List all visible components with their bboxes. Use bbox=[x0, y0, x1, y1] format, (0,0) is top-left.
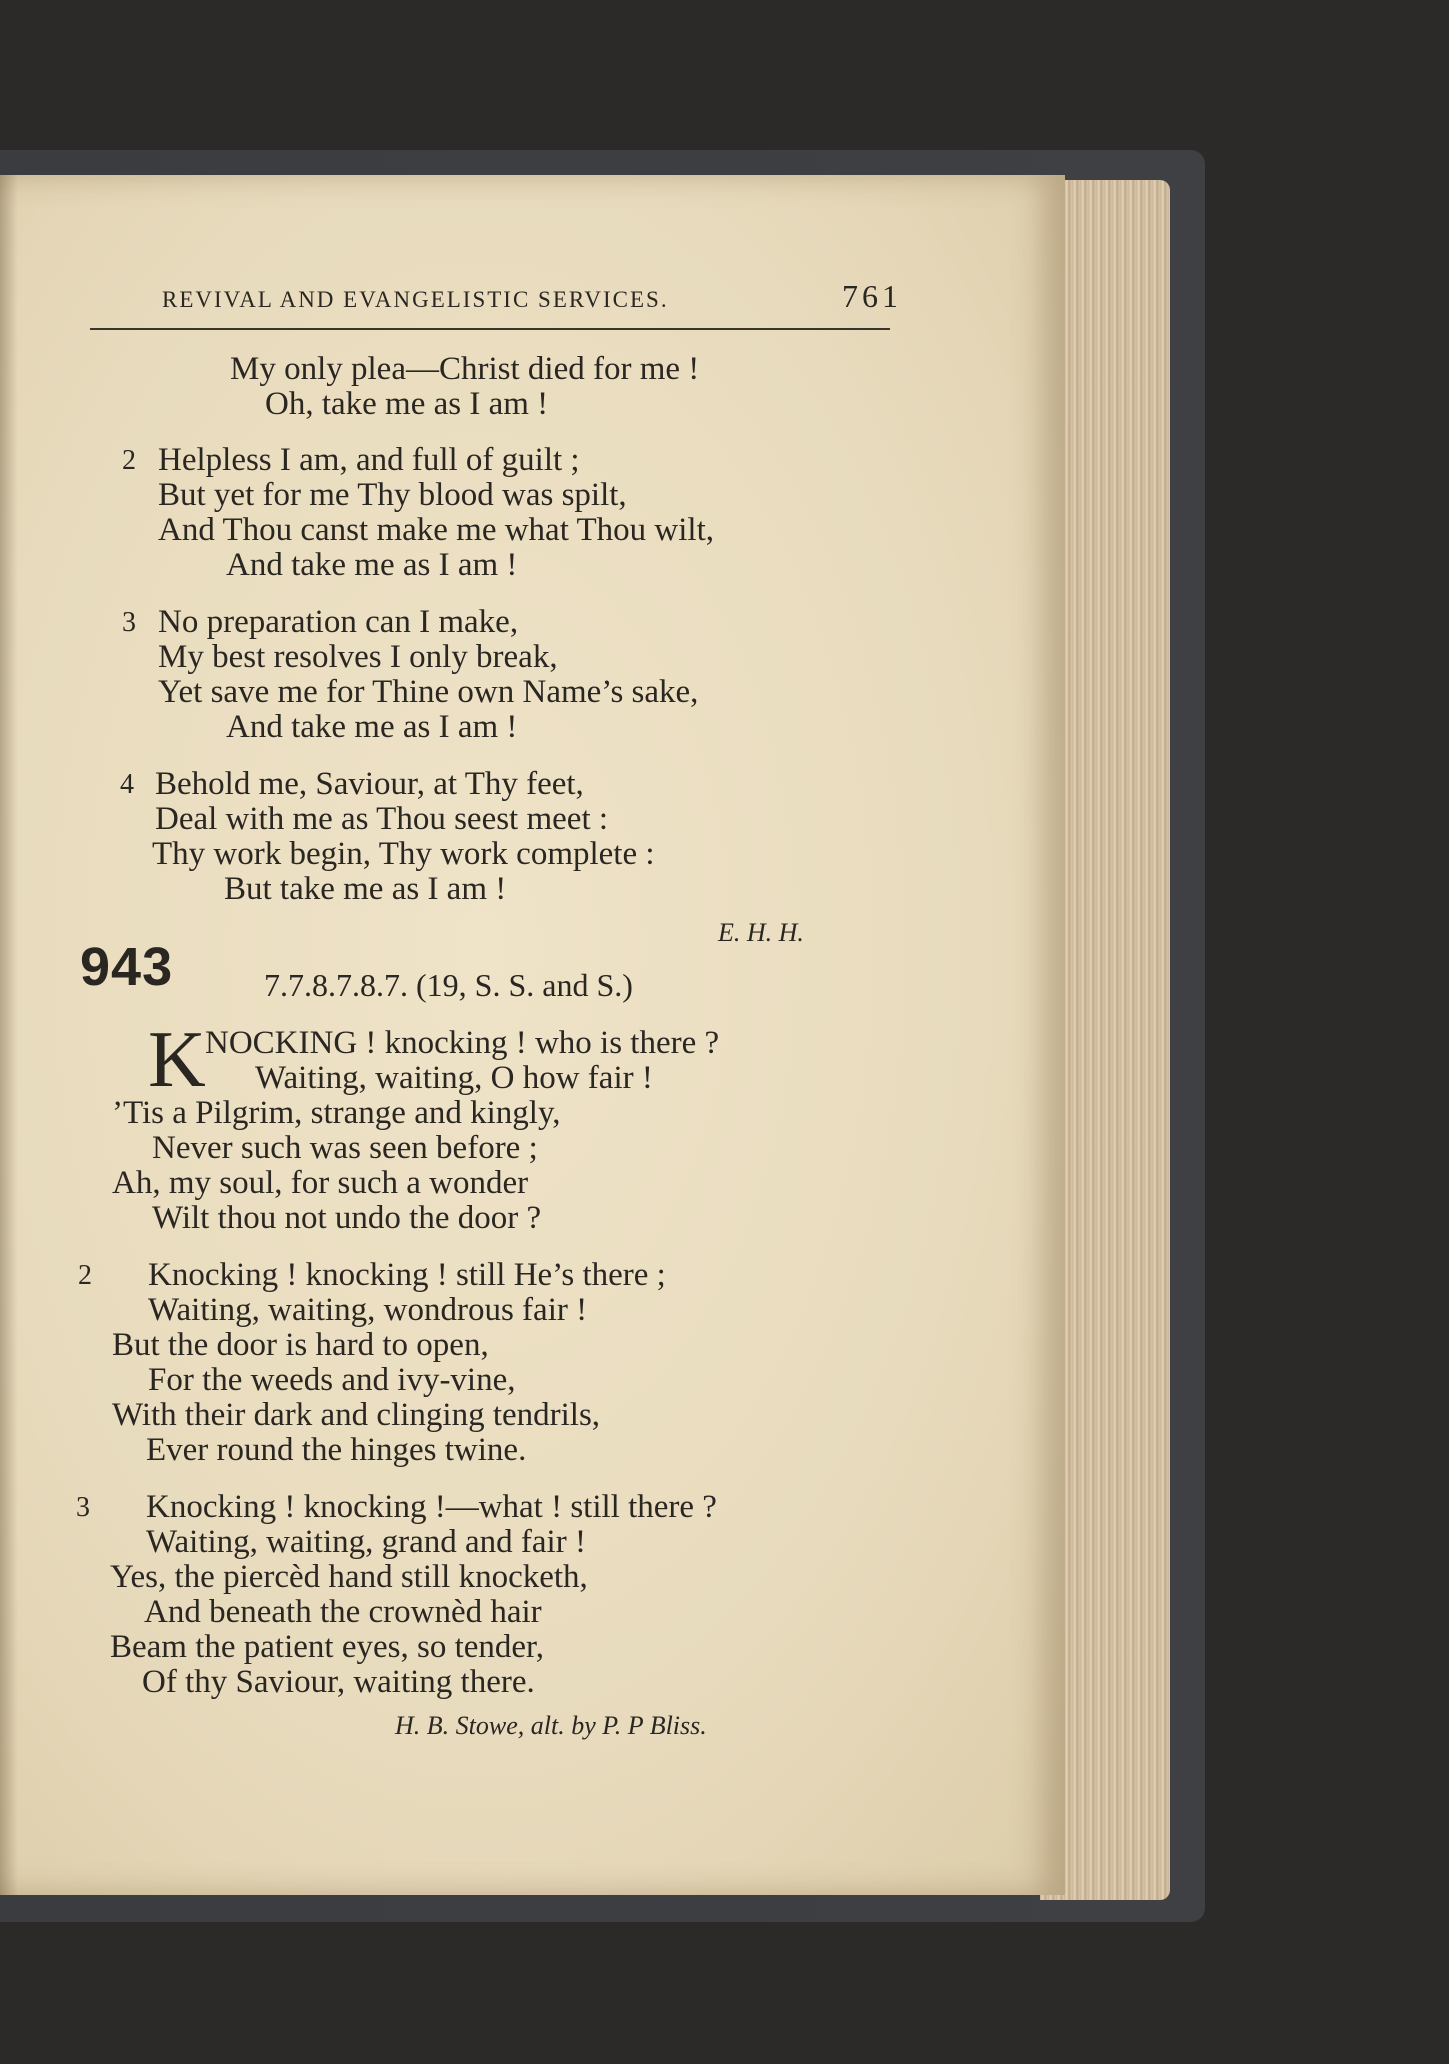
verse-line: Waiting, waiting, grand and fair ! bbox=[146, 1524, 586, 1560]
verse-line: Ah, my soul, for such a wonder bbox=[112, 1165, 529, 1201]
hymn-number: 943 bbox=[80, 937, 174, 997]
verse-line: For the weeds and ivy-vine, bbox=[148, 1362, 516, 1398]
stanza-number: 4 bbox=[120, 769, 134, 800]
running-title: REVIVAL AND EVANGELISTIC SERVICES. bbox=[162, 287, 669, 312]
author-credit: H. B. Stowe, alt. by P. P Bliss. bbox=[395, 1711, 707, 1740]
verse-line: But yet for me Thy blood was spilt, bbox=[158, 477, 627, 513]
verse-line: ’Tis a Pilgrim, strange and kingly, bbox=[112, 1095, 561, 1131]
verse-line: Waiting, waiting, wondrous fair ! bbox=[148, 1292, 588, 1328]
verse-line: Wilt thou not undo the door ? bbox=[152, 1200, 542, 1236]
page-number: 761 bbox=[842, 278, 902, 314]
verse-line: Knocking ! knocking ! still He’s there ; bbox=[148, 1257, 666, 1293]
gutter-shadow bbox=[0, 175, 18, 1895]
verse-line: Behold me, Saviour, at Thy feet, bbox=[155, 766, 584, 802]
author-credit: E. H. H. bbox=[718, 918, 804, 947]
header-rule bbox=[90, 328, 890, 330]
verse-line: Yes, the piercèd hand still knocketh, bbox=[110, 1559, 588, 1595]
verse-line: Thy work begin, Thy work complete : bbox=[152, 836, 655, 872]
drop-cap: K bbox=[148, 1016, 206, 1104]
verse-line: Knocking ! knocking !—what ! still there ? bbox=[146, 1489, 717, 1525]
verse-line: Deal with me as Thou seest meet : bbox=[155, 801, 609, 837]
verse-line: My only plea—Christ died for me ! bbox=[230, 351, 700, 387]
verse-line: Of thy Saviour, waiting there. bbox=[142, 1664, 535, 1700]
verse-line: Ever round the hinges twine. bbox=[146, 1432, 527, 1468]
stanza-number: 3 bbox=[122, 607, 136, 638]
verse-line: With their dark and clinging tendrils, bbox=[112, 1397, 601, 1433]
verse-line: Oh, take me as I am ! bbox=[265, 386, 549, 422]
verse-line: And beneath the crownèd hair bbox=[144, 1594, 542, 1630]
verse-line: But the door is hard to open, bbox=[112, 1327, 489, 1363]
verse-line: Helpless I am, and full of guilt ; bbox=[158, 442, 580, 478]
running-header bbox=[162, 278, 902, 315]
stanza-number: 3 bbox=[76, 1492, 90, 1523]
verse-line: But take me as I am ! bbox=[224, 871, 507, 907]
verse-line: My best resolves I only break, bbox=[158, 639, 558, 675]
verse-line: Beam the patient eyes, so tender, bbox=[110, 1629, 544, 1665]
verse-line: And Thou canst make me what Thou wilt, bbox=[158, 512, 715, 548]
stanza-number: 2 bbox=[122, 445, 136, 476]
verse-line: Never such was seen before ; bbox=[152, 1130, 538, 1166]
stanza-number: 2 bbox=[78, 1260, 92, 1291]
hymn-meter: 7.7.8.7.8.7. (19, S. S. and S.) bbox=[264, 967, 633, 1003]
verse-line: Yet save me for Thine own Name’s sake, bbox=[158, 674, 699, 710]
verse-line: And take me as I am ! bbox=[226, 709, 518, 745]
verse-line: No preparation can I make, bbox=[158, 604, 519, 640]
verse-line: Waiting, waiting, O how fair ! bbox=[255, 1060, 653, 1096]
verse-line: And take me as I am ! bbox=[226, 547, 518, 583]
verse-line: NOCKING ! knocking ! who is there ? bbox=[205, 1025, 720, 1061]
